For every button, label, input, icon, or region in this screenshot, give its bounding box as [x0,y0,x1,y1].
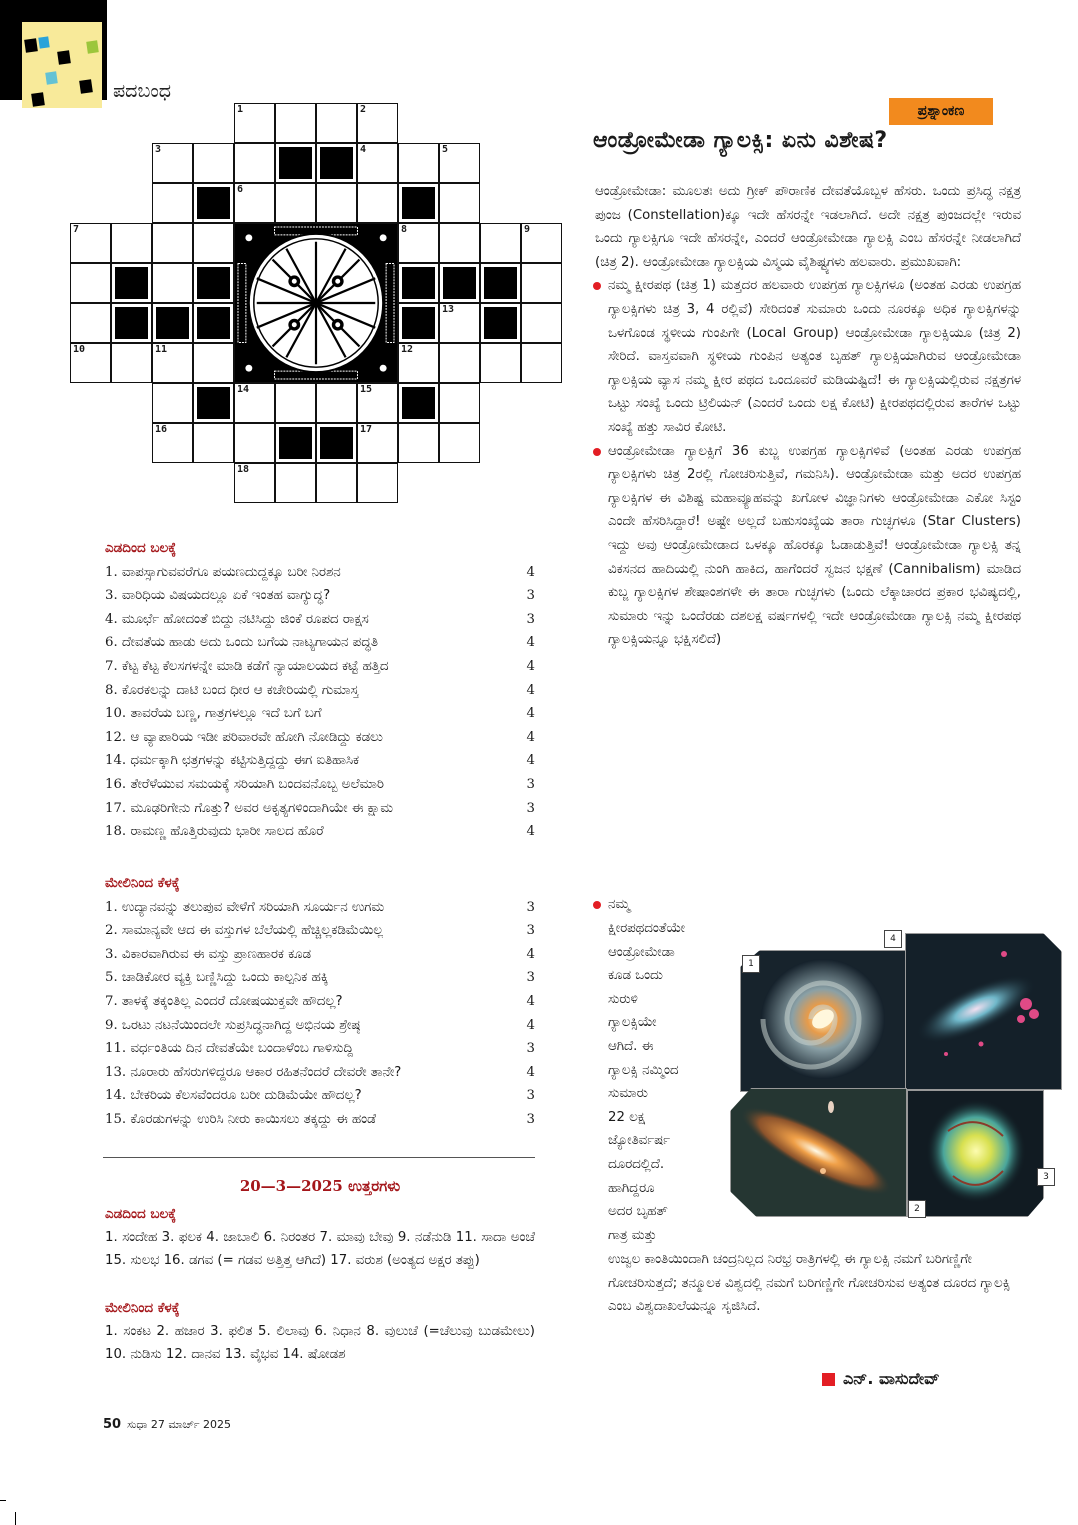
clue-body: ಕೆಟ್ಟ ಕೆಟ್ಟ ಕೆಲಸಗಳನ್ನೇ ಮಾಡಿ ಕಡೆಗೆ ನ್ಯಾಯಾಲಯದ ಕಟ್ಟೆ ಹತ್ತಿದ [121,658,389,674]
text-line: ಕೂಡ ಒಂದು [608,968,663,984]
clue-body: ಮೂರ್ಛೆ ಹೋದಂತೆ ಬಿದ್ದು ನಟಿಸಿದ್ದು ಜಿಂಕೆ ರೂಪದ ರಾಕ್ಷಸ [121,611,369,627]
crossword-cell[interactable] [275,383,316,423]
clue-text [105,773,384,797]
clue-text [105,919,383,943]
crossword-cell-black [398,263,439,303]
clue-text [105,726,383,750]
article-intro: ಆಂಡ್ರೋಮೇಡಾ: ಮೂಲತಃ ಅದು ಗ್ರೀಕ್ ಪೌರಾಣಿಕ ದೇವತೆಯೊಬ್ಬಳ ಹೆಸರು. ಒಂದು ಪ್ರಸಿದ್ಧ ನಕ್ಷತ್ರ ಪುಂಜ (Constellation)ಕ್ಕೂ ಇದೇ ಹೆಸರನ್ನೇ ಇಡಲಾಗಿದೆ. ಅದೇ ನಕ್ಷತ್ರ ಪುಂಜದಲ್ಲೇ ಇರುವ ಒಂದು ಗ್ಯಾಲಕ್ಸಿಗೂ ಇದೇ ಹೆಸರನ್ನೇ, ಎಂದರೆ ಆಂಡ್ರೋಮೇಡಾ ಗ್ಯಾಲಕ್ಸಿ ಎಂಬ ಹೆಸರನ್ನೇ ನೀಡಲಾಗಿದೆ (ಚಿತ್ರ 2). ಆಂಡ್ರೋಮೇಡಾ ಗ್ಯಾಲಕ್ಸಿಯ ವಿಸ್ಮಯ ವೈಶಿಷ್ಟ್ಯಗಳು ಹಲವಾರು. ಪ್ರಮುಖವಾಗಿ: [595,184,1021,270]
logo-square [45,71,58,84]
answer-length: 4 [526,1064,535,1080]
clue-text [105,1108,376,1132]
article-bullet [595,274,1021,439]
crossword-cell[interactable] [439,303,480,343]
page-number: 50 [103,1417,122,1432]
clue-number: 17 [360,424,373,435]
clue-number: 7. [105,658,118,674]
clue-body: ಮೂಢರಿಗೇನು ಗೊತ್ತು? ಅವರ ಅಕೃತ್ಯಗಳಿಂದಾಗಿಯೇ ಈ ಕ್ಷಾಮ [130,800,393,816]
clue-number: 12. [105,729,127,745]
clue-item [105,631,535,655]
logo-square [24,38,38,53]
crossword-cell[interactable] [398,343,439,383]
bullet-text: ಆಂಡ್ರೋಮೇಡಾ ಗ್ಯಾಲಕ್ಸಿಗೆ 36 ಕುಬ್ಜ ಉಪಗ್ರಹ ಗ್ಯಾಲಕ್ಸಿಗಳಿವೆ (ಅಂತಹ ಎರಡು ಉಪಗ್ರಹ ಗ್ಯಾಲಕ್ಸಿಗಳು ಚಿತ್ರ 2ರಲ್ಲಿ ಗೋಚರಿಸುತ್ತಿವೆ, ಗಮನಿಸಿ). ಆಂಡ್ರೋಮೇಡಾ ಮತ್ತು ಅದರ ಉಪಗ್ರಹ ಗ್ಯಾಲಕ್ಸಿಗಳ ಈ ವಿಶಿಷ್ಟ ಮಹಾವ್ಯೂಹವನ್ನು ಖಗೋಳ ವಿಜ್ಞಾನಿಗಳು ಆಂಡ್ರೋಮೇಡಾ ಎಕೋ ಸಿಸ್ಟಂ ಎಂದೇ ಹೆಸರಿಸಿದ್ದಾರೆ! ಅಷ್ಟೇ ಅಲ್ಲದೆ ಬಹುಸಂಖ್ಯೆಯ ತಾರಾ ಗುಚ್ಛಗಳೂ (Star Clusters) ಇದ್ದು ಅವು ಆಂಡ್ರೋಮೇಡಾದ ಒಳಕ್ಕೂ ಹೊರಕ್ಕೂ ಓಡಾಡುತ್ತಿವೆ! ಆಂಡ್ರೋಮೇಡಾ ಗ್ಯಾಲಕ್ಸಿ ತನ್ನ ವಿಕಸನದ ಹಾದಿಯಲ್ಲಿ ನುಂಗಿ ಹಾಕಿದ, ಹಾಗೆಂದರೆ ಸ್ವಜನ ಭಕ್ಷಣೆ (Cannibalism) ಮಾಡಿದ ಕುಬ್ಜ ಗ್ಯಾಲಕ್ಸಿಗಳ ಶೇಷಾಂಶಗಳೇ ಈ ತಾರಾ ಗುಚ್ಛಗಳು (ಒಂದು ಲೆಕ್ಕಾಚಾರದ ಪ್ರಕಾರ ಭವಿಷ್ಯದಲ್ಲಿ, ಸುಮಾರು ಇನ್ನು ಒಂದೆರಡು ದಶಲಕ್ಷ ವರ್ಷಗಳಲ್ಲಿ ಇದೇ ಆಂಡ್ರೋಮೇಡಾ ಗ್ಯಾಲಕ್ಸಿ ನಮ್ಮ ಕ್ಷೀರಪಥ ಗ್ಯಾಲಕ್ಸಿಯನ್ನೂ ಭಕ್ಷಿಸಲಿದೆ) [608,443,1021,648]
clue-body: ಚಾಡಿಕೋರ ವ್ಯಕ್ತಿ ಬಣ್ಣಿಸಿದ್ದು ಒಂದು ಕಾಲ್ಪನಿಕ ಹಕ್ಕಿ [121,970,329,986]
crossword-cell-black [398,303,439,343]
clue-number: 17. [105,800,127,816]
article-headline: ಆಂಡ್ರೋಮೇಡಾ ಗ್ಯಾಲಕ್ಸಿ: ಏನು ವಿಶೇಷ? [593,128,888,153]
text-line: ಕ್ಷೀರಪಥದಂತೆಯೇ [608,921,685,936]
clue-text [105,608,369,632]
clue-body: ಒರಟು ನಟನೆಯಿಂದಲೇ ಸುಪ್ರಸಿದ್ಧನಾಗಿದ್ದ ಅಭಿನಯ ಶ್ರೇಷ್ಠ [121,1017,361,1033]
clue-body: ದೇವತೆಯ ಹಾಡು ಅದು ಒಂದು ಬಗೆಯ ನಾಟ್ಯಗಾಯನ ಪದ್ಧತಿ [121,635,378,651]
answer-length: 3 [526,1041,535,1057]
clue-body: ವಿಕಾರವಾಗಿರುವ ಈ ವಸ್ತು ಪ್ರಾಣಹಾರಕ ಕೂಡ [121,946,312,962]
column-tag: ಪ್ರಶ್ನಾಂಕಣ [889,98,993,125]
answer-length: 4 [526,1017,535,1033]
clue-number: 7. [105,993,118,1009]
crossword-cell[interactable] [521,343,562,383]
galaxy-image-milky-way [740,950,907,1092]
answers-down-heading: ಮೇಲಿನಿಂದ ಕೆಳಕ್ಕೆ [105,1300,180,1316]
crossword-cell[interactable] [357,423,398,463]
text-line: ಗ್ಯಾಲಕ್ಸಿಯೇ [608,1015,657,1031]
clue-body: ಧರ್ಮಕ್ಕಾಗಿ ಛತ್ರಗಳನ್ನು ಕಟ್ಟಿಸುತ್ತಿದ್ದದ್ದು ಈಗ ಐತಿಹಾಸಿಕ [130,753,360,769]
clue-body: ಕೊರಕಲನ್ನು ದಾಟಿ ಬಂದ ಧೀರ ಆ ಕಚೇರಿಯಲ್ಲಿ ಗುಮಾಸ್ತ [121,682,359,698]
logo-square [31,92,45,107]
crossword-cell[interactable] [234,143,275,183]
answers-title: 20—3—2025 ಉತ್ತರಗಳು [239,1177,401,1195]
answer-length: 3 [526,899,535,915]
crossword-cell[interactable] [439,223,480,263]
crossword-cell[interactable] [439,183,480,223]
crossword-cell-black [275,143,316,183]
answer-length: 3 [526,588,535,604]
clue-item [105,896,535,920]
clue-number: 14 [237,384,250,395]
ornament-graphic [235,224,397,382]
crossword-cell[interactable] [70,263,111,303]
bullet-text-start: ನಮ್ಮ [608,897,630,912]
clue-number: 1. [105,564,118,580]
answers-across [105,1203,535,1272]
crossword-cell[interactable] [480,223,521,263]
answers-across-heading: ಎಡದಿಂದ ಬಲಕ್ಕೆ [105,1206,177,1222]
crossword-cell[interactable] [521,223,562,263]
crossword-cell[interactable] [316,183,357,223]
clue-body: ತಾಳಕ್ಕೆ ತಕ್ಕಂತಿಲ್ಲ ಎಂದರೆ ದೋಷಯುಕ್ತವೇ ಹೌದಲ್ಲ? [121,993,343,1009]
crossword-cell-black [439,263,480,303]
clue-text [105,1014,360,1038]
clue-item [105,1061,535,1085]
crossword-cell[interactable] [357,143,398,183]
crop-mark [0,1500,6,1501]
answers-down [105,1297,535,1366]
crossword-cell[interactable] [357,383,398,423]
crossword-cell-black [316,423,357,463]
text-line: ಗ್ಯಾಲಕ್ಸಿ ನಮ್ಮಿಂದ [608,1062,679,1078]
crossword-cell-black [398,383,439,423]
clue-body: ನೂರಾರು ಹೆಸರುಗಳಿದ್ದರೂ ಆಕಾರ ರಹಿತನೆಂದರೆ ದೇವರೇ ತಾನೇ? [130,1064,402,1080]
clue-item [105,749,535,773]
publication-info: ಸುಧಾ 27 ಮಾರ್ಚ್ 2025 [127,1418,232,1431]
answer-length: 3 [526,800,535,816]
across-heading: ಎಡದಿಂದ ಬಲಕ್ಕೆ [105,540,177,556]
crossword-grid [70,103,562,505]
clue-number: 10. [105,706,127,722]
crossword-cell[interactable] [152,423,193,463]
clue-item [105,679,535,703]
answer-length: 3 [526,611,535,627]
clue-number: 8. [105,682,118,698]
clue-body: ರಾಮಣ್ಣ ಹೊತ್ತಿರುವುದು ಭಾರೀ ಸಾಲದ ಹೊರೆ [130,824,324,840]
clue-text [105,631,378,655]
logo-square [38,36,49,48]
clue-number: 9. [105,1017,118,1033]
galaxy-image-satellite-4 [905,933,1062,1090]
clue-item [105,584,535,608]
crossword-cell[interactable] [521,263,562,303]
answer-length: 4 [526,824,535,840]
clue-body: ಸಾಮಾನ್ಯವೇ ಆದ ಈ ವಸ್ತುಗಳ ಬೆಲೆಯಲ್ಲಿ ಹೆಚ್ಚಿಲ್ಲಕಡಿಮೆಯಿಲ್ಲ [121,923,384,939]
clue-item [105,773,535,797]
clue-number: 14. [105,1088,127,1104]
clue-body: ವಾಪಸ್ಸಾಗುವವರೆಗೂ ಪಯಣದುದ್ದಕ್ಕೂ ಬರೀ ನಿರಶನ [121,564,341,580]
clue-body: ತೇರೆಳೆಯುವ ಸಮಯಕ್ಕೆ ಸರಿಯಾಗಿ ಬಂದವನೊಬ್ಬ ಅಲೆಮಾರಿ [130,776,384,792]
clue-text [105,1084,362,1108]
byline-square-icon [822,1373,835,1386]
answer-length: 4 [526,729,535,745]
clue-text [105,966,328,990]
clue-number: 3 [155,144,162,155]
clue-item [105,919,535,943]
clue-item [105,655,535,679]
author-name: ಎನ್. ವಾಸುದೇವ್ [843,1369,940,1388]
clue-text [105,584,330,608]
galaxy-image-andromeda [730,1088,907,1217]
text-line: ಅದರ ಬೃಹತ್ [608,1204,668,1220]
clue-number: 15 [360,384,373,395]
answer-length: 4 [526,682,535,698]
galaxy-image-satellite-3 [907,1090,1044,1217]
crossword-cell[interactable] [234,183,275,223]
crossword-cell[interactable] [152,343,193,383]
clue-text [105,702,322,726]
clue-number: 7 [73,224,80,235]
text-line: ಸುರುಳಿ [608,991,638,1007]
crossword-cell[interactable] [275,183,316,223]
text-line: ಗಾತ್ರ ಮತ್ತು [608,1227,657,1243]
crossword-cell[interactable] [357,103,398,143]
crossword-cell[interactable] [439,383,480,423]
text-line: ಆಂಡ್ರೋಮೇಡಾ [608,944,675,960]
crossword-cell-black [152,303,193,343]
clue-item [105,990,535,1014]
galaxy-figure [730,925,1060,1215]
across-clues [105,537,535,844]
clue-item [105,1108,535,1132]
crossword-cell[interactable] [480,343,521,383]
clue-text [105,1061,401,1085]
clue-item [105,561,535,585]
clue-number: 6 [237,184,244,195]
crossword-cell[interactable] [193,143,234,183]
text-line: ಜ್ಯೋತಿರ್ವರ್ಷ [608,1133,671,1149]
crossword-center-ornament [234,223,398,383]
crossword-cell[interactable] [70,303,111,343]
crossword-cell-black [111,263,152,303]
crossword-cell[interactable] [152,263,193,303]
clue-number: 5 [442,144,449,155]
text-line: ಹಾಗಿದ್ದರೂ [608,1180,655,1196]
clue-number: 15. [105,1111,127,1127]
bullet-narrow-text [608,917,728,1247]
bullet-text: ನಮ್ಮ ಕ್ಷೀರಪಥ (ಚಿತ್ರ 1) ಮತ್ತದರ ಹಲವಾರು ಉಪಗ್ರಹ ಗ್ಯಾಲಕ್ಸಿಗಳೂ (ಅಂತಹ ಎರಡು ಉಪಗ್ರಹ ಗ್ಯಾಲಕ್ಸಿಗಳು ಚಿತ್ರ 3, 4 ರಲ್ಲಿವೆ) ಸೇರಿದಂತೆ ಸುಮಾರು ಒಂದು ನೂರಕ್ಕೂ ಅಧಿಕ ಗ್ಯಾಲಕ್ಸಿಗಳನ್ನು ಒಳಗೊಂಡ ಸ್ಥಳೀಯ ಗುಂಪಿಗೇ (Local Group) ಆಂಡ್ರೋಮೇಡಾ ಗ್ಯಾಲಕ್ಸಿಯೂ (ಚಿತ್ರ 2) ಸೇರಿದೆ. ವಾಸ್ತವವಾಗಿ ಸ್ಥಳೀಯ ಗುಂಪಿನ ಅತ್ಯಂತ ಬೃಹತ್ ಗ್ಯಾಲಕ್ಸಿಯಾಗಿರುವ ಆಂಡ್ರೋಮೇಡಾ ಗ್ಯಾಲಕ್ಸಿಯ ವ್ಯಾಸ ನಮ್ಮ ಕ್ಷೀರ ಪಥದ ಒಂದೂವರೆ ಮಡಿಯಷ್ಟಿದೆ! ಈ ಗ್ಯಾಲಕ್ಸಿಯಲ್ಲಿರುವ ನಕ್ಷತ್ರಗಳ ಒಟ್ಟು ಸಂಖ್ಯೆ ಒಂದು ಟ್ರಿಲಿಯನ್ (ಎಂದರೆ ಒಂದು ಲಕ್ಷ ಕೋಟಿ) ಕ್ಷೀರಪಥದಲ್ಲಿರುವ ತಾರೆಗಳ ಒಟ್ಟು ಸಂಖ್ಯೆ ಹತ್ತು ಸಾವಿರ ಕೋಟಿ. [608,278,1021,435]
article-body [595,180,1021,652]
crossword-cell[interactable] [316,383,357,423]
clue-body: ವರ್ಧಂತಿಯ ದಿನ ದೇವತೆಯೇ ಬಂದಾಳೆಂಬ ಗಾಳಿಸುದ್ದಿ [130,1041,354,1057]
article-bullet [595,440,1021,652]
answer-length: 3 [526,970,535,986]
crossword-cell[interactable] [275,463,316,503]
clue-text [105,1037,353,1061]
clue-text [105,561,341,585]
crossword-cell[interactable] [234,463,275,503]
clue-item [105,797,535,821]
clue-body: ಆ ವ್ಯಾಪಾರಿಯ ಇಡೀ ಪರಿವಾರವೇ ಹೋಗಿ ನೋಡಿದ್ದು ಕಡಲು [130,729,383,745]
crossword-cell[interactable] [234,103,275,143]
article-bullet [595,893,630,917]
answer-length: 4 [526,564,535,580]
clue-text [105,990,343,1014]
clue-body: ಬೇಕರಿಯ ಕೆಲಸವೆಂದರೂ ಬರೀ ದುಡಿಮೆಯೇ ಹೌದಲ್ಲ? [130,1088,362,1104]
text-line: ಸುಮಾರು [608,1086,648,1102]
down-clues [105,872,535,1132]
clue-text [105,943,311,967]
clue-text [105,896,384,920]
clue-number: 10 [73,344,86,355]
clue-item [105,943,535,967]
crossword-cell[interactable] [357,183,398,223]
crossword-cell[interactable] [439,143,480,183]
section-logo [22,22,102,108]
clue-body: ವಾರಿಧಿಯ ವಿಷಯದಲ್ಲೂ ಏಕೆ ಇಂತಹ ವಾಗ್ಯುದ್ಧ? [121,588,331,604]
clue-item [105,726,535,750]
logo-square [86,40,99,53]
answer-length: 3 [526,923,535,939]
crossword-cell[interactable] [275,103,316,143]
text-line: ದೂರದಲ್ಲಿದೆ. [608,1156,665,1172]
crossword-cell[interactable] [357,463,398,503]
crossword-cell[interactable] [521,303,562,343]
clue-number: 6. [105,635,118,651]
crossword-cell[interactable] [70,223,111,263]
clue-item [105,820,535,844]
clue-number: 3. [105,946,118,962]
answer-length: 4 [526,635,535,651]
crossword-cell-black [111,303,152,343]
text-line: ಆಗಿದೆ. ಈ [608,1038,654,1054]
clue-text [105,749,359,773]
crossword-cell[interactable] [70,343,111,383]
clue-text [105,679,359,703]
clue-item [105,966,535,990]
answer-length: 4 [526,753,535,769]
section-title: ಪದಬಂಧ [113,80,172,102]
clue-item [105,1084,535,1108]
crossword-cell[interactable] [152,143,193,183]
clue-number: 4. [105,611,118,627]
crossword-cell[interactable] [193,343,234,383]
crossword-cell[interactable] [111,343,152,383]
clue-item [105,1037,535,1061]
clue-number: 11 [155,344,168,355]
crop-mark [15,1512,16,1525]
clue-text [105,655,388,679]
clue-number: 12 [401,344,414,355]
clue-number: 11. [105,1041,127,1057]
crossword-cell[interactable] [152,223,193,263]
crossword-cell[interactable] [316,103,357,143]
bullet-tail-text: ಉಜ್ವಲ ಕಾಂತಿಯಿಂದಾಗಿ ಚಂದ್ರನಿಲ್ಲದ ನಿರಭ್ರ ರಾತ್ರಿಗಳಲ್ಲಿ ಈ ಗ್ಯಾಲಕ್ಸಿ ನಮಗೆ ಬರಿಗಣ್ಣಿಗೇ ಗೋಚರಿಸುತ್ತದೆ; ತನ್ಮೂಲಕ ವಿಶ್ವದಲ್ಲಿ ನಮಗೆ ಬರಿಗಣ್ಣಿಗೇ ಗೋಚರಿಸುವ ಅತ್ಯಂತ ದೂರದ ಗ್ಯಾಲಕ್ಸಿ ಎಂಬ ವಿಶ್ವದಾಖಲೆಯನ್ನೂ ಸೃಜಿಸಿದೆ. [608,1252,1011,1315]
answer-length: 4 [526,658,535,674]
answer-length: 4 [526,706,535,722]
clue-number: 16 [155,424,168,435]
clue-item [105,608,535,632]
clue-number: 1 [237,104,244,115]
crossword-cell-black [480,263,521,303]
crossword-cell[interactable] [234,383,275,423]
crossword-cell[interactable] [398,143,439,183]
crossword-cell-black [275,423,316,463]
clue-number: 14. [105,753,127,769]
clue-body: ಕೊರಡುಗಳನ್ನು ಉರಿಸಿ ನೀರು ಕಾಯಿಸಲು ತಕ್ಕದ್ದು ಈ ಹಂಡೆ [130,1111,377,1127]
figure-label-1: 1 [742,955,760,973]
crossword-cell[interactable] [193,423,234,463]
logo-square [79,79,93,94]
crossword-cell[interactable] [234,423,275,463]
down-heading: ಮೇಲಿನಿಂದ ಕೆಳಕ್ಕೆ [105,875,180,891]
crossword-cell-black [480,303,521,343]
clue-number: 3. [105,588,118,604]
crossword-cell[interactable] [316,463,357,503]
clue-number: 5. [105,970,118,986]
answer-length: 4 [526,993,535,1009]
crossword-cell-black [398,183,439,223]
answers-across-text: 1. ಸಂದೇಹ 3. ಫಲಕ 4. ಜಾಬಾಲಿ 6. ನಿರಂತರ 7. ಮಾವು ಬೇವು 9. ನಡೆನುಡಿ 11. ಸಾದಾ ಅಂಚೆ 15. ಸುಲಭ 16. ಡಗವ (= ಗಡವ ಅತ್ತಿತ್ತ ಆಗಿದೆ) 17. ವರುಶ (ಅಂತ್ಯದ ಅಕ್ಷರ ತಪ್ಪು) [105,1230,535,1268]
text-line: 22 ಲಕ್ಷ [608,1109,645,1125]
byline [822,1369,940,1389]
crossword-cell-black [193,263,234,303]
bullet-dot-icon [593,282,601,290]
answer-length: 3 [526,1111,535,1127]
crossword-cell[interactable] [152,383,193,423]
bullet-dot-icon [593,448,601,456]
bullet-dot-icon [593,901,601,909]
clue-number: 13. [105,1064,127,1080]
crossword-cell[interactable] [193,223,234,263]
figure-label-2: 2 [908,1200,926,1218]
crossword-cell-black [316,143,357,183]
clue-item [105,702,535,726]
answer-length: 4 [526,946,535,962]
crossword-cell-black [193,303,234,343]
answer-length: 3 [526,776,535,792]
clue-text [105,797,393,821]
clue-number: 13 [442,304,455,315]
answer-length: 3 [526,1088,535,1104]
answers-down-text: 1. ಸಂಕಟ 2. ಹಜಾರ 3. ಫಲಿತ 5. ಲಿಲಾವು 6. ನಿಧಾನ 8. ವುಲುಚೆ (=ಚೆಲುವು ಬುಡಮೇಲು) 10. ನುಡಿಸು 12. ದಾನವ 13. ವೈಭವ 14. ಷೋಡಶ [105,1324,535,1362]
clue-number: 9 [524,224,531,235]
crossword-cell[interactable] [398,223,439,263]
logo-square [57,50,71,65]
clue-number: 8 [401,224,408,235]
clue-number: 4 [360,144,367,155]
section-divider [103,1157,535,1158]
clue-number: 1. [105,899,118,915]
figure-label-3: 3 [1037,1168,1055,1186]
crossword-cell-black [193,383,234,423]
clue-number: 18. [105,824,127,840]
clue-number: 16. [105,776,127,792]
clue-number: 2. [105,923,118,939]
crossword-cell[interactable] [439,343,480,383]
clue-text [105,820,324,844]
crossword-cell-black [193,183,234,223]
figure-label-4: 4 [884,930,902,948]
clue-body: ಉದ್ಯಾನವನ್ನು ತಲುಪುವ ವೇಳೆಗೆ ಸರಿಯಾಗಿ ಸೂರ್ಯನ ಉಗಮ [121,899,384,915]
clue-body: ತಾವರೆಯ ಬಣ್ಣ, ಗಾತ್ರಗಳಲ್ಲೂ ಇದೆ ಬಗೆ ಬಗೆ [130,706,322,722]
crossword-cell[interactable] [152,183,193,223]
clue-item [105,1014,535,1038]
crossword-cell[interactable] [398,423,439,463]
crossword-cell[interactable] [439,423,480,463]
page-footer [103,1417,231,1432]
clue-number: 18 [237,464,250,475]
crossword-cell[interactable] [111,223,152,263]
clue-number: 2 [360,104,367,115]
